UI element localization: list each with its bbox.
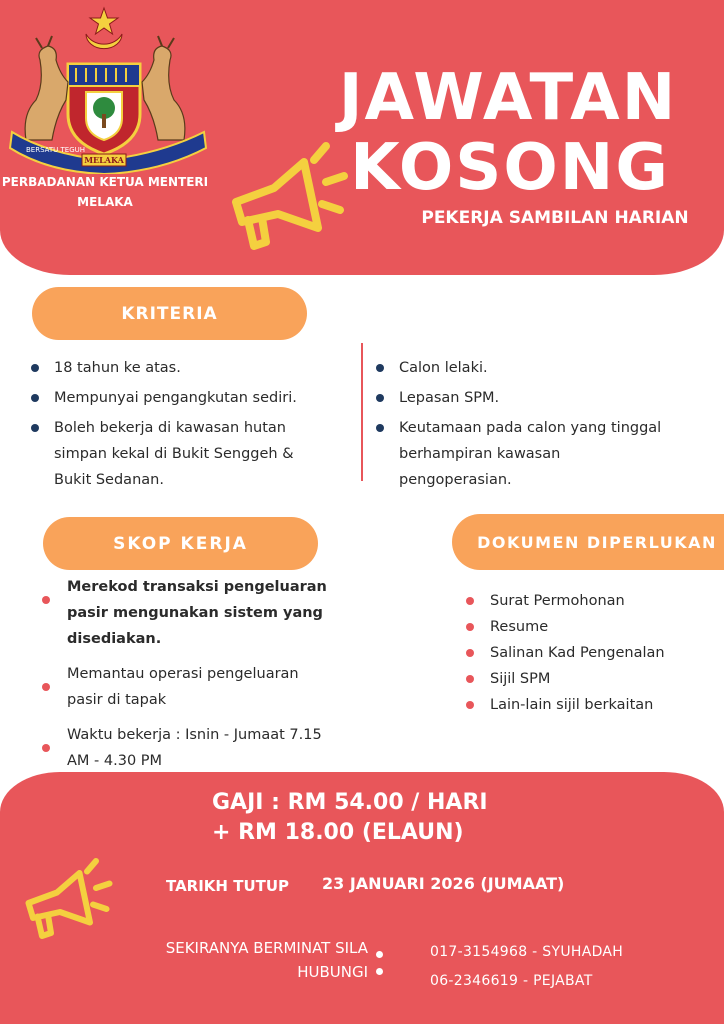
colon-separator: [376, 951, 384, 981]
bullet-icon: [466, 597, 474, 605]
list-item: Boleh bekerja di kawasan hutan simpan kekal di Bukit Senggeh & Bukit Sedanan.: [54, 415, 324, 493]
contact-prompt: [130, 936, 368, 984]
list-item: Keutamaan pada calon yang tinggal berhampiran kawasan pengoperasian.: [399, 415, 669, 493]
bullet-icon: [42, 683, 50, 691]
svg-text:MELAKA: MELAKA: [84, 155, 124, 165]
dokumen-list: [490, 588, 710, 718]
salary-line1: GAJI : RM 54.00 / HARI: [212, 790, 488, 815]
bullet-icon: [42, 596, 50, 604]
phone-number-1: 017-3154968 - SYUHADAH: [430, 944, 624, 960]
bullet-icon: [376, 394, 384, 402]
list-item: Lepasan SPM.: [399, 385, 669, 411]
kriteria-heading: KRITERIA: [32, 287, 307, 340]
list-item: Salinan Kad Pengenalan: [490, 640, 710, 666]
bullet-icon: [466, 701, 474, 709]
title-line2: KOSONG: [350, 131, 670, 205]
list-item: Surat Permohonan: [490, 588, 710, 614]
bullet-icon: [31, 364, 39, 372]
list-item: Mempunyai pengangkutan sediri.: [54, 385, 324, 411]
bullet-icon: [466, 649, 474, 657]
subtitle: PEKERJA SAMBILAN HARIAN: [421, 208, 689, 228]
title-line1: JAWATAN: [338, 61, 678, 135]
list-item: Resume: [490, 614, 710, 640]
bullet-icon: [466, 675, 474, 683]
list-item: Waktu bekerja : Isnin - Jumaat 7.15 AM - 4.30 PM: [67, 722, 337, 774]
bullet-icon: [31, 424, 39, 432]
skop-kerja-list: [67, 574, 337, 783]
bullet-icon: [42, 744, 50, 752]
dokumen-heading: DOKUMEN DIPERLUKAN: [452, 514, 724, 570]
contact-phones: [430, 938, 720, 996]
svg-text:BERSATU TEGUH: BERSATU TEGUH: [26, 146, 86, 154]
contact-prompt-line2: HUBUNGI: [297, 963, 368, 981]
list-item: Memantau operasi pengeluaran pasir di tapak: [67, 661, 337, 713]
list-item: Merekod transaksi pengeluaran pasir mengunakan sistem yang disediakan.: [67, 574, 337, 652]
organization-name-line1: PERBADANAN KETUA MENTERI: [1, 175, 209, 189]
organization-name: [0, 172, 210, 212]
bullet-icon: [376, 364, 384, 372]
bullet-icon: [31, 394, 39, 402]
list-item: Calon lelaki.: [399, 355, 669, 381]
list-item: Sijil SPM: [490, 666, 710, 692]
megaphone-icon: [222, 142, 350, 254]
phone-number-2: 06-2346619 - PEJABAT: [430, 973, 593, 989]
megaphone-icon: [16, 858, 116, 942]
closing-date-label: TARIKH TUTUP: [166, 877, 290, 895]
closing-date-value: 23 JANUARI 2026 (JUMAAT): [322, 874, 565, 893]
bullet-icon: [466, 623, 474, 631]
list-item: 18 tahun ke atas.: [54, 355, 324, 381]
kriteria-right-list: [399, 355, 669, 497]
salary-line2: + RM 18.00 (ELAUN): [212, 820, 464, 845]
kriteria-left-list: [54, 355, 324, 497]
contact-prompt-line1: SEKIRANYA BERMINAT SILA: [165, 939, 368, 957]
skop-kerja-heading: SKOP KERJA: [43, 517, 318, 570]
column-divider: [361, 343, 363, 481]
bullet-icon: [376, 424, 384, 432]
melaka-coat-of-arms-icon: [8, 4, 208, 174]
list-item: Lain-lain sijil berkaitan: [490, 692, 710, 718]
organization-name-line2: MELAKA: [77, 195, 133, 209]
